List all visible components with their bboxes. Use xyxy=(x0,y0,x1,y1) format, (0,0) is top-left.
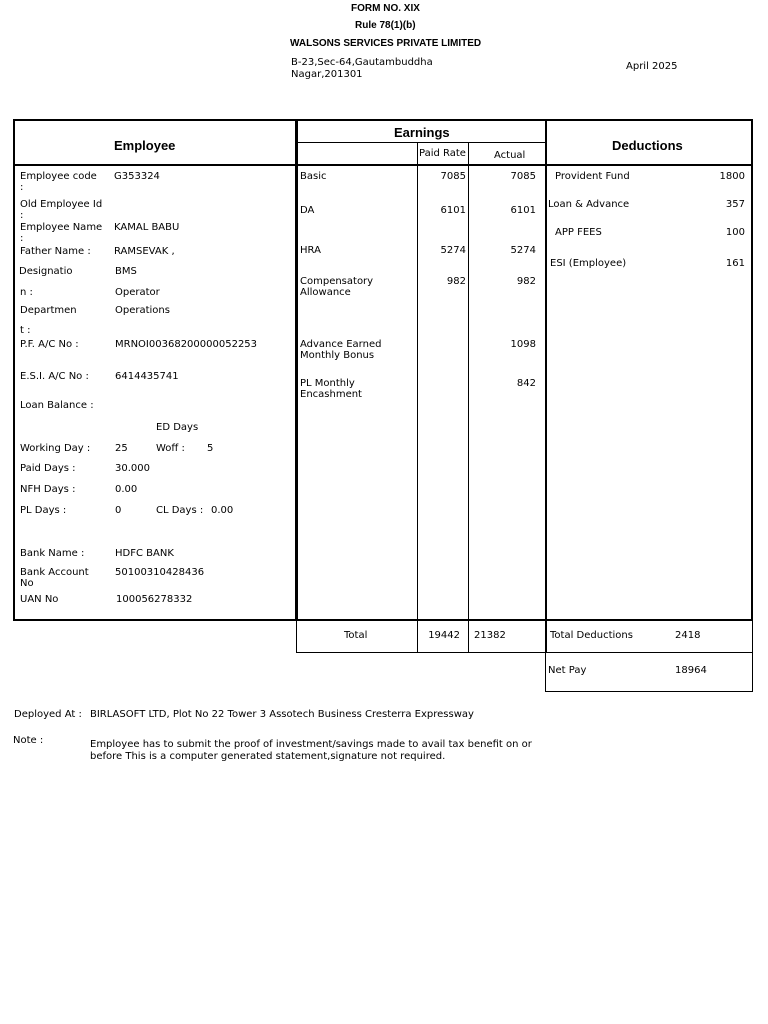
deduction-amount: 1800 xyxy=(719,171,745,182)
working-day-label: Working Day : xyxy=(20,443,91,454)
deduction-name: Loan & Advance xyxy=(548,199,630,210)
working-day: 25 xyxy=(115,443,128,454)
deployed-at: BIRLASOFT LTD, Plot No 22 Tower 3 Assotech Business Cresterra Expressway xyxy=(90,709,474,720)
designation-label-1: Designatio xyxy=(19,266,73,277)
cl-days-label: CL Days : xyxy=(156,505,204,516)
form-number: FORM NO. XIX xyxy=(351,3,420,14)
pf-account-label: P.F. A/C No : xyxy=(20,339,79,350)
employee-name-colon: : xyxy=(20,233,24,244)
cl-days: 0.00 xyxy=(211,505,234,516)
earnings-column-header: Earnings xyxy=(394,125,450,140)
bank-account: 50100310428436 xyxy=(115,567,205,578)
nfh-days: 0.00 xyxy=(115,484,138,495)
earning-actual: 982 xyxy=(516,276,536,287)
designation-label-2: n : xyxy=(20,287,33,298)
bank-account-label-1: Bank Account xyxy=(20,567,89,578)
earning-name: DA xyxy=(300,205,315,216)
department: Operations xyxy=(115,305,170,316)
father-name: RAMSEVAK , xyxy=(114,246,175,257)
earning-actual: 842 xyxy=(516,378,536,389)
total-label: Total xyxy=(344,630,368,641)
total-actual: 21382 xyxy=(474,630,506,641)
employee-code-label: Employee code xyxy=(20,171,97,182)
bank-name: HDFC BANK xyxy=(115,548,174,559)
deployed-label: Deployed At : xyxy=(14,709,82,720)
department-label-2: t : xyxy=(20,325,31,336)
company-address-line2: Nagar,201301 xyxy=(291,69,363,80)
old-employee-id-colon: : xyxy=(20,210,24,221)
note-label: Note : xyxy=(13,735,44,746)
employee-code: G353324 xyxy=(114,171,160,182)
actual-header: Actual xyxy=(494,150,526,161)
company-address-line1: B-23,Sec-64,Gautambuddha xyxy=(291,57,433,68)
department-label-1: Departmen xyxy=(20,305,77,316)
deduction-name: Provident Fund xyxy=(555,171,630,182)
earning-rate: 982 xyxy=(446,276,466,287)
deductions-column-header: Deductions xyxy=(612,138,683,153)
total-deductions: 2418 xyxy=(675,630,701,641)
earning-actual: 1098 xyxy=(510,339,536,350)
woff-label: Woff : xyxy=(156,443,185,454)
deduction-amount: 161 xyxy=(725,258,745,269)
earning-actual: 7085 xyxy=(510,171,536,182)
bank-name-label: Bank Name : xyxy=(20,548,85,559)
pl-days-label: PL Days : xyxy=(20,505,67,516)
paid-days: 30.000 xyxy=(115,463,150,474)
old-employee-id-label: Old Employee Id xyxy=(20,199,103,210)
deduction-name: APP FEES xyxy=(555,227,602,238)
employee-name-label: Employee Name xyxy=(20,222,103,233)
earning-name: Compensatory Allowance xyxy=(300,276,374,298)
net-pay: 18964 xyxy=(675,665,707,676)
uan-label: UAN No xyxy=(20,594,59,605)
employee-code-colon: : xyxy=(20,182,24,193)
uan: 100056278332 xyxy=(116,594,193,605)
nfh-days-label: NFH Days : xyxy=(20,484,76,495)
loan-balance-label: Loan Balance : xyxy=(20,400,94,411)
company-name: WALSONS SERVICES PRIVATE LIMITED xyxy=(290,38,482,49)
bank-account-label-2: No xyxy=(20,578,34,589)
deduction-name: ESI (Employee) xyxy=(550,258,627,269)
earning-rate: 5274 xyxy=(440,245,466,256)
earning-name: Advance Earned Monthly Bonus xyxy=(300,339,382,361)
note-text: Employee has to submit the proof of investment/savings made to avail tax benefit on or before This is a computer generated statement,signature not required. xyxy=(90,739,532,762)
ed-days-label: ED Days xyxy=(156,422,199,433)
earning-actual: 6101 xyxy=(510,205,536,216)
net-pay-label: Net Pay xyxy=(548,665,587,676)
earning-rate: 6101 xyxy=(440,205,466,216)
employee-name: KAMAL BABU xyxy=(114,222,180,233)
total-rate: 19442 xyxy=(428,630,460,641)
father-name-label: Father Name : xyxy=(20,246,91,257)
designation-value-2: Operator xyxy=(115,287,160,298)
rule-number: Rule 78(1)(b) xyxy=(355,20,416,31)
pay-period: April 2025 xyxy=(626,61,678,72)
designation-value-1: BMS xyxy=(115,266,137,277)
pf-account: MRNOI00368200000052253 xyxy=(115,339,258,350)
earning-name: HRA xyxy=(300,245,321,256)
esi-account: 6414435741 xyxy=(115,371,179,382)
employee-column-header: Employee xyxy=(114,138,176,153)
earning-actual: 5274 xyxy=(510,245,536,256)
deduction-amount: 100 xyxy=(725,227,745,238)
deduction-amount: 357 xyxy=(725,199,745,210)
pl-days: 0 xyxy=(115,505,122,516)
paid-days-label: Paid Days : xyxy=(20,463,76,474)
earning-name: Basic xyxy=(300,171,327,182)
esi-account-label: E.S.I. A/C No : xyxy=(20,371,89,382)
paid-rate-header: Paid Rate xyxy=(419,148,466,159)
earning-rate: 7085 xyxy=(440,171,466,182)
total-deductions-label: Total Deductions xyxy=(550,630,633,641)
woff: 5 xyxy=(207,443,214,454)
earning-name: PL Monthly Encashment xyxy=(300,378,362,400)
